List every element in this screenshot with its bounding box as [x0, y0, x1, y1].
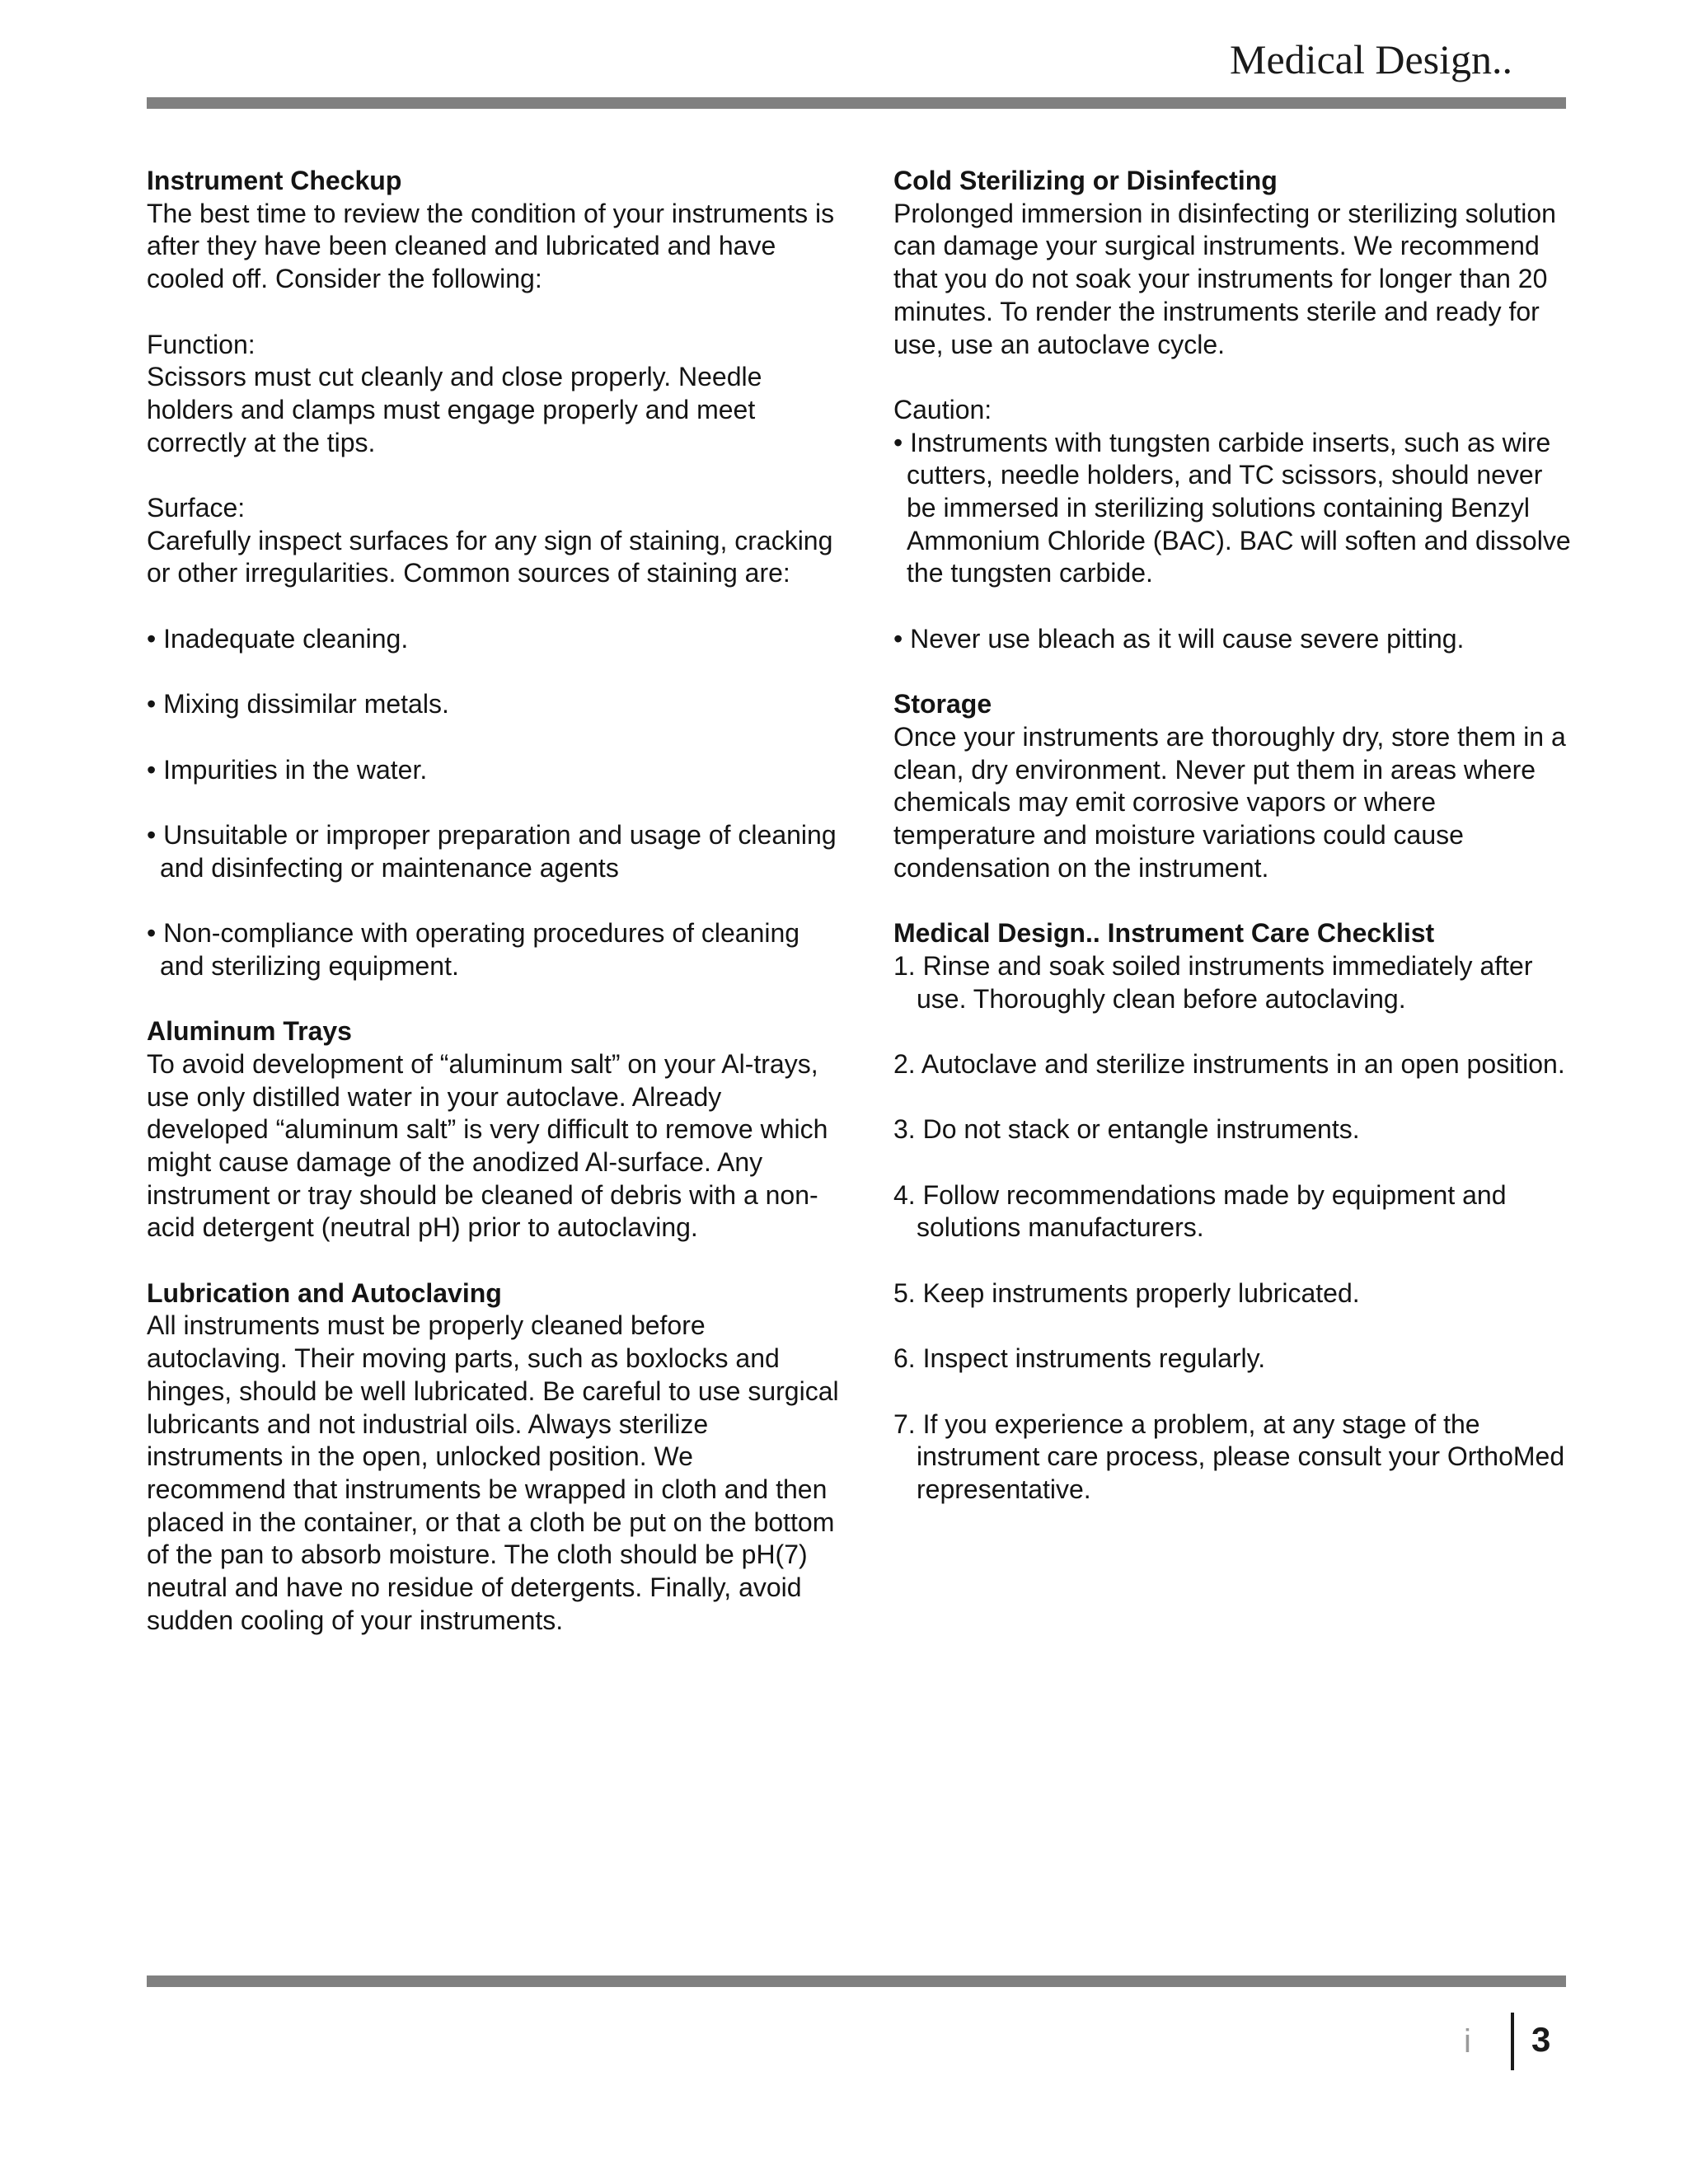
storage-heading: Storage [893, 689, 992, 719]
surface-label: Surface: [147, 493, 246, 523]
page-number: 3 [1531, 2020, 1551, 2059]
aluminum-trays-section [147, 1015, 839, 1244]
lubrication-section [147, 1277, 839, 1638]
surface-text: Carefully inspect surfaces for any sign of staining, cracking or other irregularities. Common sources of staining are: [147, 525, 833, 588]
aluminum-trays-heading: Aluminum Trays [147, 1016, 352, 1047]
checklist-item: 7. If you experience a problem, at any stage of the instrument care process, please consult your OrthoMed representative. [893, 1408, 1565, 1504]
staining-bullet: • Inadequate cleaning. [147, 623, 409, 654]
staining-bullet: • Mixing dissimilar metals. [147, 689, 449, 719]
caution-bullet: • Instruments with tungsten carbide inserts, such as wire cutters, needle holders, and TC scissors, should never be immersed in sterilizing solutions containing Benzyl Ammonium Chloride (BAC). BAC will soften and dissolve the tungsten carbide. [893, 427, 1571, 588]
checklist-item: 2. Autoclave and sterilize instruments in an open position. [893, 1048, 1565, 1079]
instrument-checkup-section [147, 165, 839, 982]
function-label: Function: [147, 329, 256, 359]
aluminum-trays-text: To avoid development of “aluminum salt” on your Al-trays, use only distilled water in your autoclave. Already developed “aluminum salt” is very difficult to remove which might cause damage of the anodized Al-surface. Any instrument or tray should be cleaned of debris with a non-acid detergent (neutral pH) prior to autoclaving. [147, 1048, 828, 1243]
checklist-item: 1. Rinse and soak soiled instruments immediately after use. Thoroughly clean before autoclaving. [893, 950, 1533, 1014]
storage-section [893, 688, 1578, 884]
caution-bullet: • Never use bleach as it will cause severe pitting. [893, 623, 1465, 654]
storage-text: Once your instruments are thoroughly dry, store them in a clean, dry environment. Never put them in areas where chemicals may emit corrosive vapors or where temperature and moisture variations could cause condensation on the instrument. [893, 721, 1566, 883]
header-rule [147, 97, 1566, 109]
instrument-checkup-intro: The best time to review the condition of your instruments is after they have been cleaned and lubricated and have cooled off. Consider the following: [147, 198, 835, 294]
footer-rule [147, 1975, 1566, 1987]
checklist-item: 5. Keep instruments properly lubricated. [893, 1277, 1360, 1308]
instrument-checkup-heading: Instrument Checkup [147, 166, 402, 195]
checklist-item: 3. Do not stack or entangle instruments. [893, 1114, 1360, 1145]
lubrication-text: All instruments must be properly cleaned before autoclaving. Their moving parts, such as boxlocks and hinges, should be well lubricated. Be careful to use surgical lubricants and not industrial oils. Always sterilize instruments in the open, unlocked position. We recommend that instruments be wrapped in cloth and then placed in the container, or that a cloth be put on the bottom of the pan to absorb moisture. The cloth should be pH(7) neutral and have no residue of detergents. Finally, avoid sudden cooling of your instruments. [147, 1310, 839, 1635]
cold-sterilizing-section [893, 165, 1578, 656]
checklist-item: 6. Inspect instruments regularly. [893, 1343, 1266, 1374]
cold-sterilizing-heading: Cold Sterilizing or Disinfecting [893, 166, 1278, 195]
staining-bullet: • Non-compliance with operating procedures of cleaning and sterilizing equipment. [147, 918, 800, 981]
cold-sterilizing-text: Prolonged immersion in disinfecting or sterilizing solution can damage your surgical instruments. We recommend that you do not soak your instruments for longer than 20 minutes. To render the instruments sterile and ready for use, use an autoclave cycle. [893, 198, 1556, 359]
brand-title: Medical Design.. [1230, 36, 1512, 82]
care-checklist-section [893, 917, 1578, 1507]
right-column [893, 165, 1578, 1539]
checklist-item: 4. Follow recommendations made by equipment and solutions manufacturers. [893, 1179, 1507, 1243]
caution-label: Caution: [893, 394, 992, 424]
left-column [147, 165, 839, 1670]
staining-bullet: • Impurities in the water. [147, 754, 428, 785]
footer-divider [1511, 2013, 1514, 2070]
care-checklist-heading: Medical Design.. Instrument Care Checklist [893, 918, 1435, 949]
lubrication-heading: Lubrication and Autoclaving [147, 1277, 502, 1308]
function-text: Scissors must cut cleanly and close properly. Needle holders and clamps must engage properly and meet correctly at the tips. [147, 362, 762, 457]
footer-roman-numeral: i [1464, 2023, 1471, 2060]
staining-bullet: • Unsuitable or improper preparation and usage of cleaning and disinfecting or maintenance agents [147, 819, 837, 883]
